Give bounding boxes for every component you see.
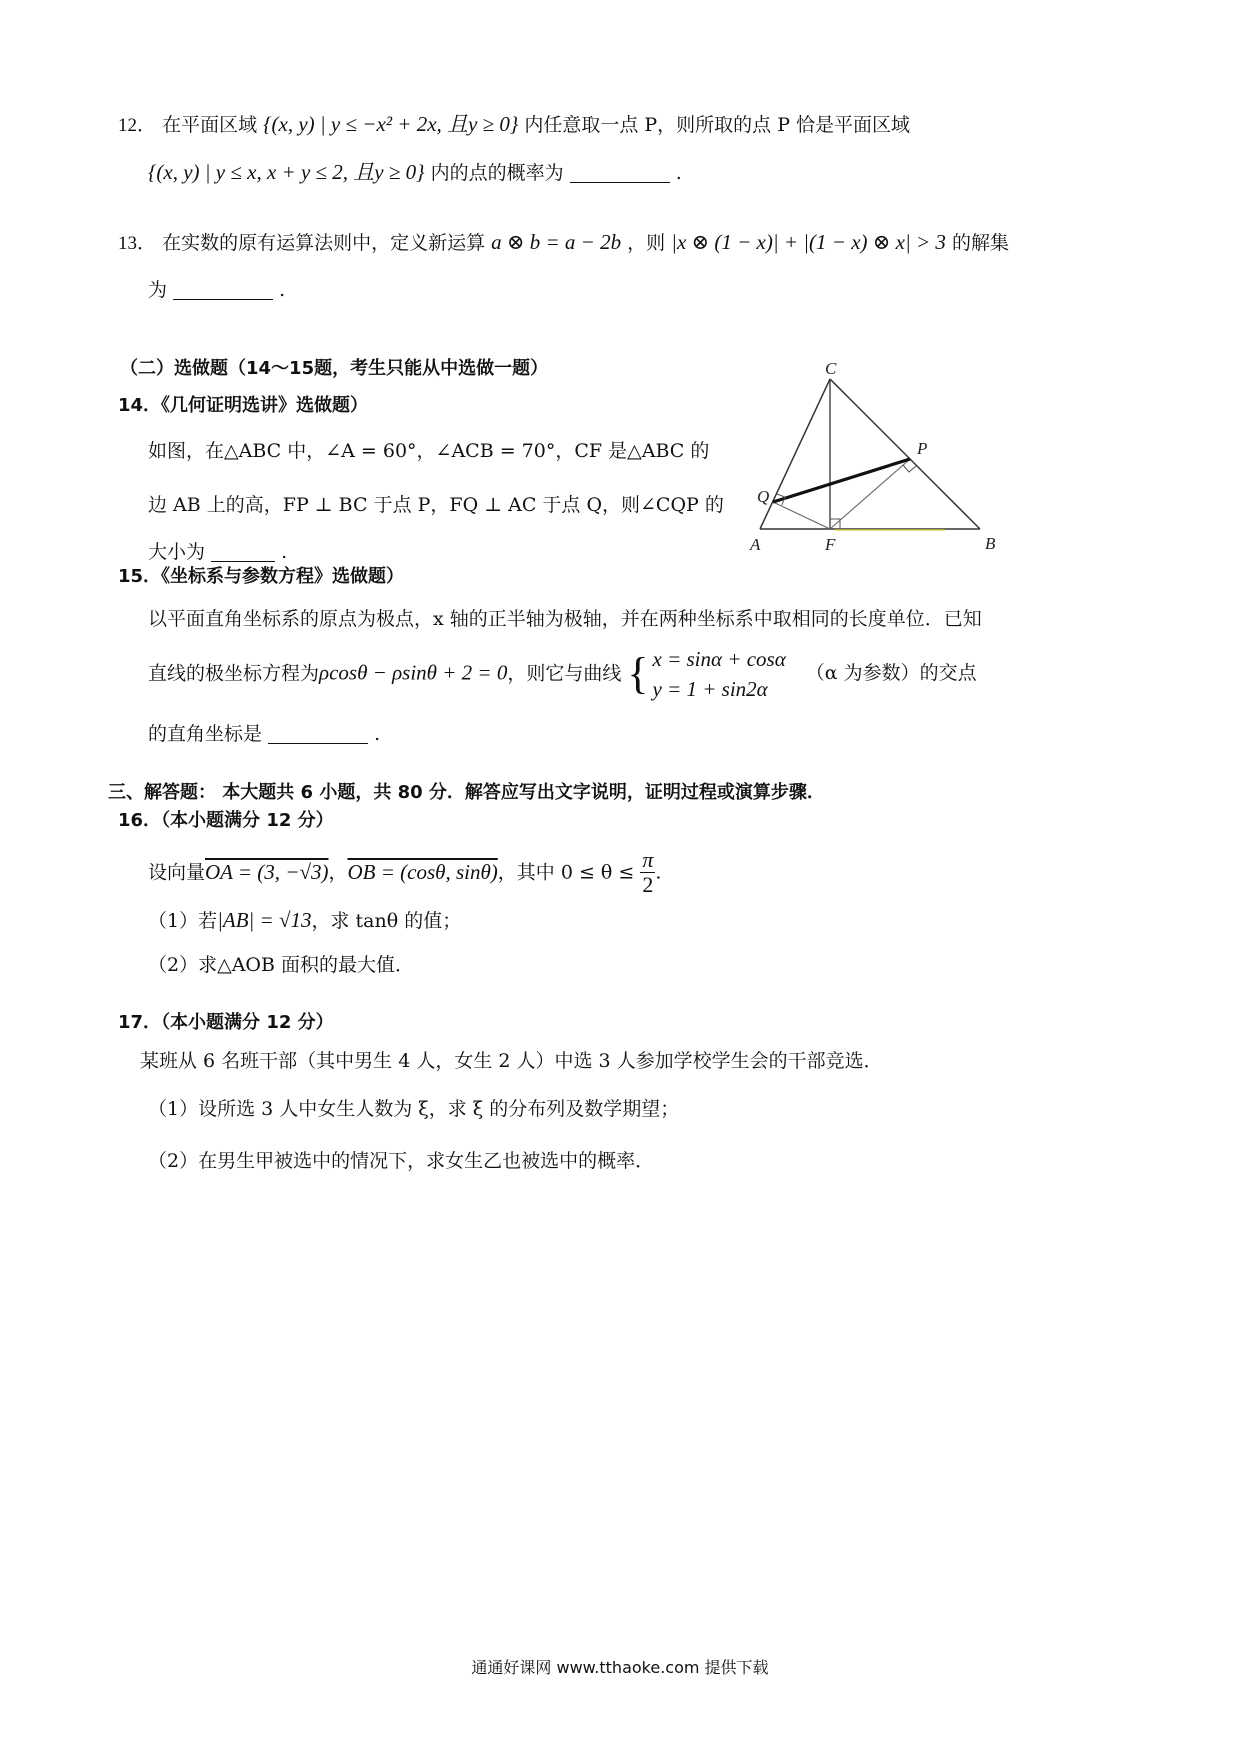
system-brace: { (627, 649, 649, 699)
label-p: P (917, 439, 928, 458)
q14-line2: 边 AB 上的高，FP ⊥ BC 于点 P，FQ ⊥ AC 于点 Q，则∠CQP 的 (148, 494, 724, 516)
q16-title: 16．（本小题满分 12 分） (118, 810, 334, 831)
q17-part1: （1）设所选 3 人中女生人数为 ξ，求 ξ 的分布列及数学期望； (148, 1098, 680, 1120)
label-a: A (750, 535, 761, 554)
q16-part1: （1）若|AB| = √13，求 tanθ 的值； (148, 908, 462, 932)
label-q: Q (757, 487, 770, 506)
q15-line1: 以平面直角坐标系的原点为极点，x 轴的正半轴为极轴，并在两种坐标系中取相同的长度单位．已知 (148, 608, 982, 630)
label-c: C (825, 362, 837, 378)
pi-over-two: $\frac{\pi}{2}$ (642, 847, 654, 898)
label-f: F (825, 535, 836, 554)
q15-polar-equation: ρcosθ − ρsinθ + 2 = 0 (319, 660, 508, 685)
vector-ob: OB = (cosθ, sinθ) (347, 860, 498, 885)
q13-inequality: |x ⊗ (1 − x)| + |(1 − x) ⊗ x| > 3 (671, 230, 946, 254)
ab-magnitude: |AB| = √13 (217, 908, 312, 932)
label-b: B (985, 534, 996, 553)
q13-line1: 13． 在实数的原有运算法则中，定义新运算 a ⊗ b = a − 2b ，则 |x ⊗ (1 − x)| + |(1 − x) ⊗ x| > 3 的解集 (118, 230, 1009, 254)
q12-line2: {(x, y) | y ≤ x, x + y ≤ 2, 且y ≥ 0} 内的点的概率为 . (148, 160, 682, 184)
q15-parametric-system: { x = sinα + cosα y = 1 + sin2α (627, 647, 786, 702)
q14-line1: 如图，在△ABC 中，∠A = 60°，∠ACB = 70°，CF 是△ABC 的 (148, 440, 710, 462)
vector-oa: OA = (3, −√3) (205, 860, 329, 885)
right-angle-p (903, 465, 916, 472)
side-cb (830, 379, 980, 529)
q12-answer-blank[interactable] (570, 161, 670, 183)
q13-operation: a ⊗ b = a − 2b (491, 230, 622, 254)
q12-set1: {(x, y) | y ≤ −x² + 2x, 且y ≥ 0} (263, 112, 519, 136)
q13-line2: 为 . (148, 278, 286, 301)
q13-answer-blank[interactable] (173, 278, 273, 300)
q17-line1: 某班从 6 名班干部（其中男生 4 人，女生 2 人）中选 3 人参加学校学生会的干部竞选． (140, 1050, 883, 1072)
q16-part2: （2）求△AOB 面积的最大值． (148, 954, 415, 976)
segment-fp (830, 459, 910, 529)
triangle-figure (745, 362, 1045, 562)
q15-answer-blank[interactable] (268, 722, 368, 744)
segment-fq (773, 502, 830, 529)
q12-set2: {(x, y) | y ≤ x, x + y ≤ 2, 且y ≥ 0} (148, 160, 425, 184)
q15-line2: 直线的极坐标方程为ρcosθ − ρsinθ + 2 = 0，则它与曲线 { x = sinα + cosα y = 1 + sin2α （α 为参数）的交点 (148, 644, 977, 705)
side-ac (760, 379, 830, 529)
q14-title: 14．《几何证明选讲》选做题） (118, 395, 369, 416)
q15-line3: 的直角坐标是 . (148, 722, 381, 745)
q14-line3: 大小为 . (148, 540, 288, 563)
q12-line1: 12． 在平面区域 {(x, y) | y ≤ −x² + 2x, 且y ≥ 0} 内任意取一点 P，则所取的点 P 恰是平面区域 (118, 112, 911, 136)
section-answer-heading: 三、解答题： 本大题共 6 小题，共 80 分．解答应写出文字说明，证明过程或演算步骤． (108, 782, 825, 803)
q15-title: 15．《坐标系与参数方程》选做题） (118, 566, 405, 587)
segment-pq (773, 459, 910, 502)
q14-answer-blank[interactable] (211, 540, 275, 562)
q17-part2: （2）在男生甲被选中的情况下，求女生乙也被选中的概率． (148, 1150, 655, 1172)
section-optional-heading: （二）选做题（14～15题，考生只能从中选做一题） (120, 358, 549, 379)
q16-line1: 设向量OA = (3, −√3)，OB = (cosθ, sinθ)，其中 0 ≤ θ ≤ $\frac{\pi}{2}$ . (148, 847, 662, 898)
footer-credit: 通通好课网 www.tthaoke.com 提供下载 (471, 1658, 769, 1677)
q17-title: 17．（本小题满分 12 分） (118, 1012, 334, 1033)
